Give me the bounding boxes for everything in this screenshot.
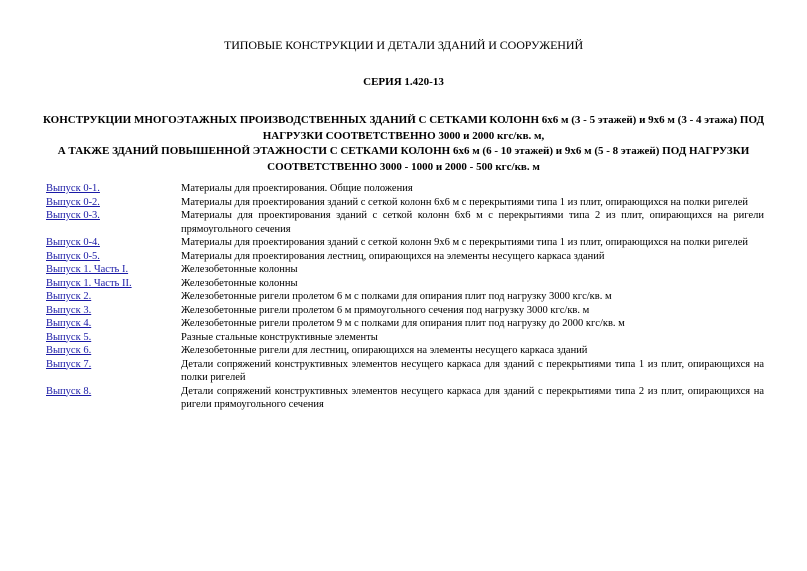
issue-link[interactable]: Выпуск 8. [46, 385, 92, 397]
series-number: СЕРИЯ 1.420-13 [363, 76, 444, 88]
series-heading [40, 113, 767, 175]
issue-description: Железобетонные ригели для лестниц, опирающихся на элементы несущего каркаса зданий [181, 345, 588, 356]
issue-row [46, 182, 764, 196]
issue-description: Железобетонные колонны [181, 277, 298, 289]
document-title: ТИПОВЫЕ КОНСТРУКЦИИ И ДЕТАЛИ ЗДАНИЙ И СООРУЖЕНИЙ [223, 38, 584, 52]
issue-description: Материалы для проектирования зданий с сеткой колонн 9x6 м с перекрытиями типа 1 из плит, опирающихся на полки ригелей [181, 237, 748, 248]
issue-link[interactable]: Выпуск 7. [46, 358, 92, 370]
issue-description: Материалы для проектирования лестниц, опирающихся на элементы несущего каркаса зданий [181, 250, 605, 262]
issue-row [46, 277, 764, 291]
issue-description: Материалы для проектирования зданий с сеткой колонн 6x6 м с перекрытиями типа 2 из плит, опирающихся на ригели прямоугольного сечения [181, 210, 764, 235]
issue-link[interactable]: Выпуск 6. [46, 345, 92, 356]
issue-row [46, 304, 764, 318]
issue-row [46, 250, 764, 264]
issue-link[interactable]: Выпуск 5. [46, 331, 92, 343]
issue-link[interactable]: Выпуск 0-1. [46, 183, 100, 194]
issue-row [46, 236, 764, 250]
issue-row [46, 385, 764, 412]
issue-link[interactable]: Выпуск 0-5. [46, 250, 100, 262]
issue-row [46, 209, 764, 236]
issue-description: Материалы для проектирования. Общие положения [181, 183, 413, 194]
issue-description: Детали сопряжений конструктивных элементов несущего каркаса для зданий с перекрытиями типа 1 из плит, опирающихся на полки ригелей [181, 358, 764, 383]
issue-description: Железобетонные колонны [181, 264, 298, 275]
issue-description: Железобетонные ригели пролетом 6 м с полками для опирания плит под нагрузку 3000 кгс/кв. м [181, 291, 612, 302]
issue-link[interactable]: Выпуск 1. Часть II. [46, 277, 132, 289]
issue-description: Детали сопряжений конструктивных элементов несущего каркаса для зданий с перекрытиями типа 2 из плит, опирающихся на ригели прямоугольного сечения [181, 385, 764, 410]
issue-row [46, 317, 764, 331]
issue-link[interactable]: Выпуск 0-4. [46, 237, 100, 248]
issue-description: Разные стальные конструктивные элементы [181, 331, 378, 343]
issue-row [46, 196, 764, 210]
issue-link[interactable]: Выпуск 0-3. [46, 210, 100, 221]
issue-description: Железобетонные ригели пролетом 9 м с полками для опирания плит под нагрузку до 2000 кгс/кв. м [181, 318, 625, 329]
issue-description: Железобетонные ригели пролетом 6 м прямоугольного сечения под нагрузку 3000 кгс/кв. м [181, 304, 590, 316]
issue-row [46, 344, 764, 358]
issue-row [46, 290, 764, 304]
issue-link[interactable]: Выпуск 2. [46, 291, 92, 302]
issue-link[interactable]: Выпуск 1. Часть I. [46, 264, 129, 275]
heading-line: А ТАКЖЕ ЗДАНИЙ ПОВЫШЕННОЙ ЭТАЖНОСТИ С СЕТКАМИ КОЛОНН 6x6 м (6 - 10 этажей) и 9x6 м (5 - 8 этажей) ПОД НАГРУЗКИ СООТВЕТСТВЕННО 3000 - 1000 и 2000 - 500 кгс/кв. м [57, 145, 750, 173]
issue-row [46, 331, 764, 345]
issue-link[interactable]: Выпуск 4. [46, 318, 92, 329]
issue-link[interactable]: Выпуск 0-2. [46, 196, 100, 208]
heading-line: КОНСТРУКЦИИ МНОГОЭТАЖНЫХ ПРОИЗВОДСТВЕННЫХ ЗДАНИЙ С СЕТКАМИ КОЛОНН 6x6 м (3 - 5 этажей) и 9x6 м (3 - 4 этажа) ПОД НАГРУЗКИ СООТВЕТСТВЕННО 3000 и 2000 кгс/кв. м, [42, 114, 765, 142]
issue-row [46, 263, 764, 277]
issue-link[interactable]: Выпуск 3. [46, 304, 92, 316]
issue-row [46, 358, 764, 385]
issue-list [46, 182, 764, 412]
issue-description: Материалы для проектирования зданий с сеткой колонн 6x6 м с перекрытиями типа 1 из плит, опирающихся на полки ригелей [181, 196, 748, 208]
